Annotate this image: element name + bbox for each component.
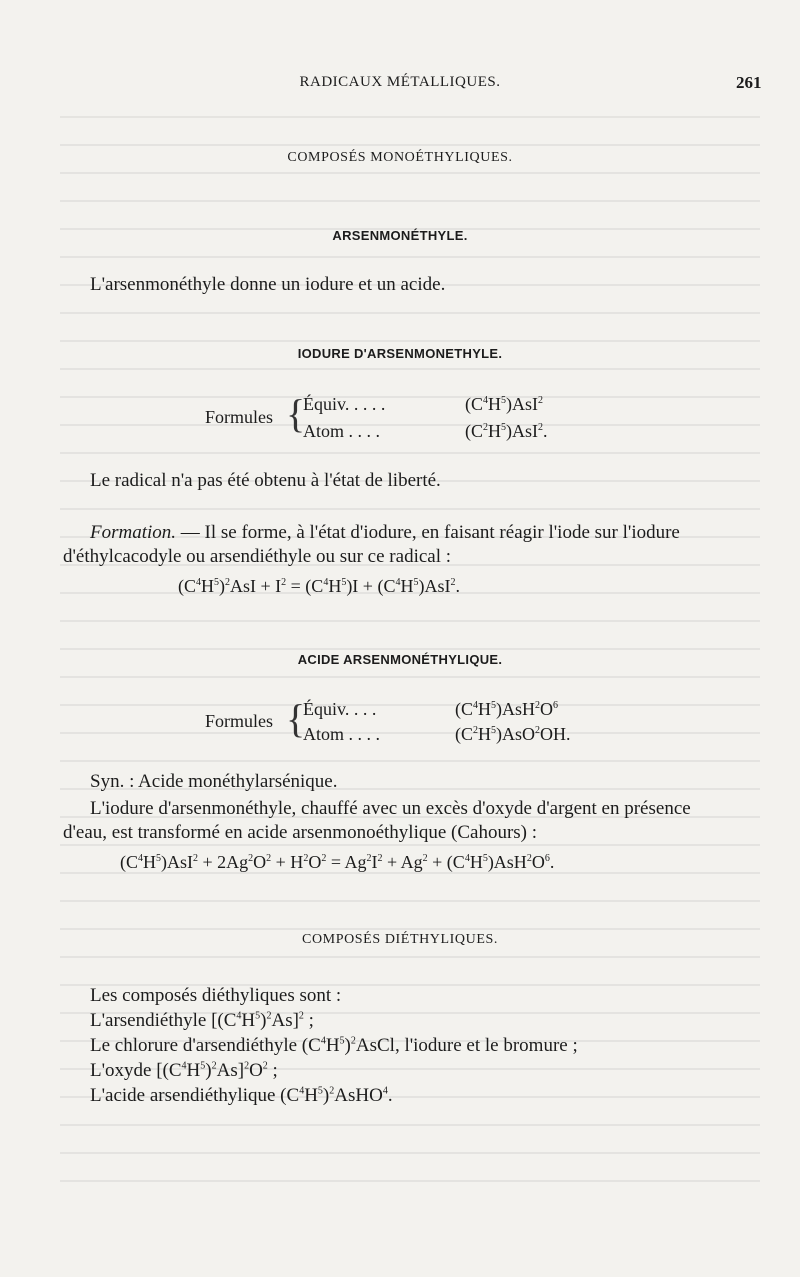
diethyl-item-oxyde: L'oxyde $[(C^4H^5)^2As]^2O^2$ ;: [90, 1060, 278, 1081]
atom-formula-iodure: $(C^2H^5)AsI^2$.: [465, 421, 548, 441]
heading-arsenmonethyle: ARSENMONÉTHYLE.: [332, 228, 468, 243]
formation-equation: $(C^4H^5)^2AsI + I^2 = (C^4H^5)I + (C^4H^5)AsI^2$.: [178, 576, 460, 596]
diethyl-item-arsendiethyle: L'arsendiéthyle $[(C^4H^5)^2As]^2$ ;: [90, 1010, 314, 1031]
formation-line2: d'éthylcacodyle ou arsendiéthyle ou sur ce radical :: [63, 546, 452, 567]
heading-acide: ACIDE ARSENMONÉTHYLIQUE.: [297, 652, 503, 667]
atom-formula-acide: $(C^2H^5)AsO^2OH$.: [455, 724, 571, 744]
formules-label-iodure: Formules: [205, 407, 274, 427]
section-title-monoethyliques: COMPOSÉS MONOÉTHYLIQUES.: [287, 150, 513, 165]
heading-iodure: IODURE D'ARSENMONETHYLE.: [297, 346, 503, 361]
acide-equation: $(C^4H^5)AsI^2 + 2Ag^2O^2 + H^2O^2 = Ag^2I^2 + Ag^2 + (C^4H^5)AsH^2O^6$.: [120, 852, 555, 872]
atom-label-acide: Atom . . . .: [303, 724, 381, 744]
atom-label-iodure: Atom . . . .: [303, 421, 381, 441]
brace-iodure: {: [286, 391, 306, 436]
page-number: 261: [736, 73, 762, 92]
equiv-label-acide: Équiv. . . .: [303, 699, 377, 719]
formules-label-acide: Formules: [205, 711, 274, 731]
equiv-formula-iodure: $(C^4H^5)AsI^2$: [465, 394, 543, 414]
section-title-diethyliques: COMPOSÉS DIÉTHYLIQUES.: [302, 932, 498, 947]
brace-acide: {: [286, 696, 306, 741]
formation-label: Formation.: [90, 522, 177, 543]
diethyl-intro: Les composés diéthyliques sont :: [90, 985, 342, 1006]
running-header: RADICAUX MÉTALLIQUES.: [299, 74, 501, 90]
acide-para-line2: d'eau, est transformé en acide arsenmonoéthylique (Cahours) :: [63, 822, 538, 843]
acide-para-line1: L'iodure d'arsenmonéthyle, chauffé avec un excès d'oxyde d'argent en présence: [90, 798, 691, 819]
equiv-formula-acide: $(C^4H^5)AsH^2O^6$: [455, 699, 558, 719]
formation-text: — Il se forme, à l'état d'iodure, en faisant réagir l'iode sur l'iodure: [176, 522, 680, 543]
paragraph-radical-note: Le radical n'a pas été obtenu à l'état de liberté.: [90, 470, 441, 491]
paragraph-arsenmonethyle: L'arsenmonéthyle donne un iodure et un acide.: [90, 274, 446, 295]
formation-line1: [90, 522, 680, 544]
syn-line: Syn. : Acide monéthylarsénique.: [90, 771, 338, 792]
equiv-label-iodure: Équiv. . . . .: [303, 394, 386, 414]
diethyl-item-chlorure: Le chlorure d'arsendiéthyle $(C^4H^5)^2AsCl$, l'iodure et le bromure ;: [90, 1035, 578, 1056]
diethyl-item-acide: L'acide arsendiéthylique $(C^4H^5)^2AsHO^4$.: [90, 1085, 393, 1106]
